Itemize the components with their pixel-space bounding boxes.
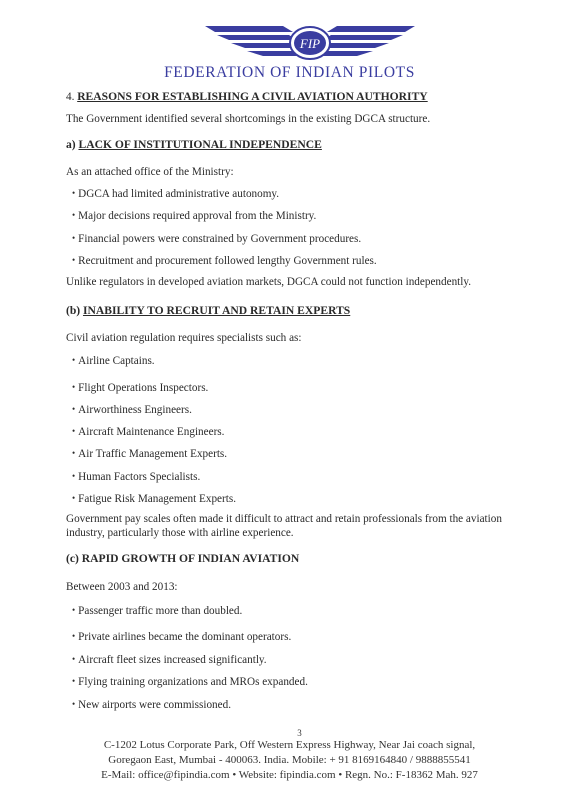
part-b-closing: Government pay scales often made it difficult to attract and retain professionals from the aviation industry, particularly those with airline experience. [66,513,502,539]
list-item: • Private airlines became the dominant operators. [72,630,291,644]
list-item: • Fatigue Risk Management Experts. [72,492,236,506]
list-item: • Aircraft Maintenance Engineers. [72,425,224,439]
list-item: • Airline Captains. [72,354,155,368]
part-b-title: INABILITY TO RECRUIT AND RETAIN EXPERTS [82,304,351,317]
part-c-intro: Between 2003 and 2013: [66,581,178,593]
organization-name: FEDERATION OF INDIAN PILOTS [164,64,415,81]
part-b-label: (b) [66,304,81,317]
page-number: 3 [297,728,302,738]
part-a-closing: Unlike regulators in developed aviation markets, DGCA could not function independently. [66,276,472,288]
part-b-heading [66,304,350,318]
list-item: • Financial powers were constrained by Government procedures. [72,232,361,246]
part-a-intro: As an attached office of the Ministry: [66,166,234,178]
list-item: • New airports were commissioned. [72,698,231,712]
address-line-1: C-1202 Lotus Corporate Park, Off Western Express Highway, Near Jai coach signal, [103,739,476,751]
list-item: • Passenger traffic more than doubled. [72,604,242,618]
part-a-title: LACK OF INSTITUTIONAL INDEPENDENCE [78,138,322,151]
part-c-heading: (c) RAPID GROWTH OF INDIAN AVIATION [66,552,300,565]
part-b-intro: Civil aviation regulation requires specialists such as: [66,332,302,344]
list-item: • Airworthiness Engineers. [72,403,192,417]
list-item: • Flight Operations Inspectors. [72,381,208,395]
letterhead [0,8,579,80]
section-title: REASONS FOR ESTABLISHING A CIVIL AVIATION AUTHORITY [77,90,428,103]
contact-line: E-Mail: office@fipindia.com • Website: fipindia.com • Regn. No.: F-18362 Mah. 927 [101,769,478,781]
section-4-heading [66,90,428,104]
part-a-label: a) [66,138,76,151]
list-item: • Flying training organizations and MROs expanded. [72,675,308,689]
list-item: • Aircraft fleet sizes increased significantly. [72,653,267,667]
fip-logo [205,16,415,70]
list-item: • Major decisions required approval from the Ministry. [72,209,316,223]
section-number: 4. [66,91,75,103]
list-item: • Human Factors Specialists. [72,470,200,484]
section-4-intro: The Government identified several shortcomings in the existing DGCA structure. [66,113,431,125]
part-a-heading [66,138,322,152]
list-item: • Recruitment and procurement followed lengthy Government rules. [72,254,377,268]
address-line-2: Goregaon East, Mumbai - 400063. India. Mobile: + 91 8169164840 / 9888855541 [108,754,471,766]
wings-logo-icon [205,16,415,70]
list-item: • DGCA had limited administrative autonomy. [72,187,279,201]
logo-text: FIP [299,36,321,51]
list-item: • Air Traffic Management Experts. [72,447,227,461]
